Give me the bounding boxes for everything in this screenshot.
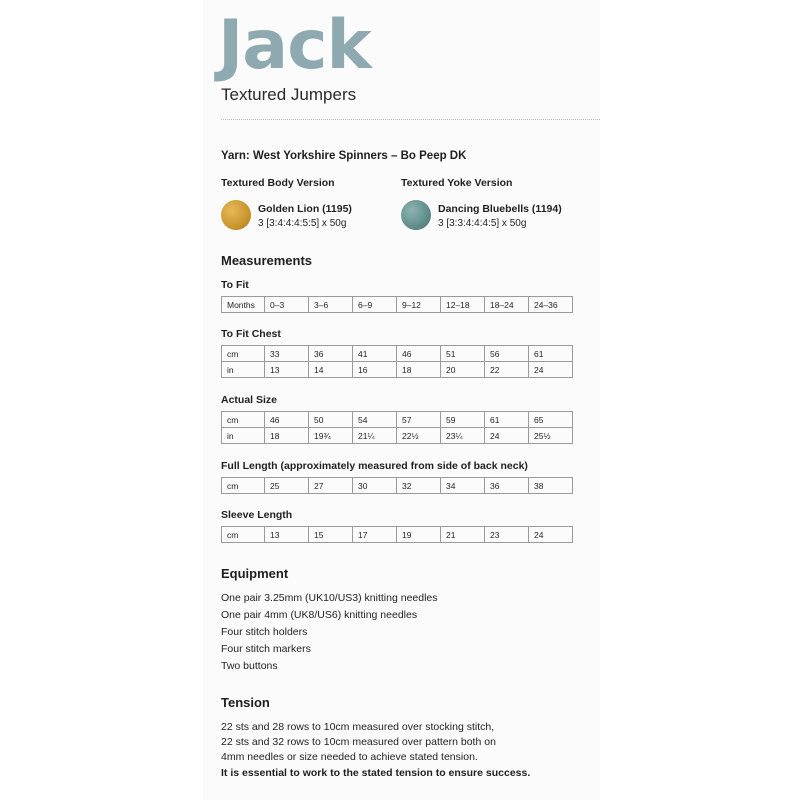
equipment-item: Two buttons: [221, 660, 278, 672]
golden-lion-swatch: [221, 200, 251, 230]
sleeve-length-heading: Sleeve Length: [221, 509, 293, 521]
pattern-title: Jack: [218, 6, 371, 85]
tension-line: 22 sts and 28 rows to 10cm measured over stocking stitch,: [221, 721, 495, 733]
row-label: cm: [222, 527, 265, 543]
table-cell: 25: [265, 478, 309, 494]
table-cell: 21¼: [353, 428, 397, 444]
sleeve-length-table: [221, 526, 573, 543]
equipment-item: One pair 3.25mm (UK10/US3) knitting needles: [221, 592, 438, 604]
table-cell: 27: [309, 478, 353, 494]
table-cell: 18–24: [485, 297, 529, 313]
table-cell: 51: [441, 346, 485, 362]
row-label: in: [222, 428, 265, 444]
table-cell: 18: [397, 362, 441, 378]
table-row: [222, 362, 573, 378]
golden-lion-quantity: 3 [3:4:4:4:5:5] x 50g: [258, 218, 347, 229]
table-cell: 15: [309, 527, 353, 543]
to-fit-heading: To Fit: [221, 279, 249, 291]
table-cell: 24–36: [529, 297, 573, 313]
table-cell: 33: [265, 346, 309, 362]
actual-size-table: [221, 411, 573, 444]
table-cell: 38: [529, 478, 573, 494]
table-cell: 41: [353, 346, 397, 362]
table-cell: 19¾: [309, 428, 353, 444]
equipment-heading: Equipment: [221, 566, 289, 581]
table-cell: 46: [265, 412, 309, 428]
table-cell: 56: [485, 346, 529, 362]
dancing-bluebells-quantity: 3 [3:3:4:4:4:5] x 50g: [438, 218, 527, 229]
tension-line: 4mm needles or size needed to achieve stated tension.: [221, 751, 478, 763]
pattern-subtitle: Textured Jumpers: [221, 85, 357, 104]
dancing-bluebells-swatch: [401, 200, 431, 230]
table-cell: 21: [441, 527, 485, 543]
table-cell: 54: [353, 412, 397, 428]
to-fit-table: [221, 296, 573, 313]
tension-heading: Tension: [221, 695, 270, 710]
table-cell: 34: [441, 478, 485, 494]
table-cell: 65: [529, 412, 573, 428]
row-label: in: [222, 362, 265, 378]
table-cell: 19: [397, 527, 441, 543]
table-row: [222, 346, 573, 362]
table-cell: 22½: [397, 428, 441, 444]
table-cell: 59: [441, 412, 485, 428]
table-row: [222, 412, 573, 428]
table-cell: 0–3: [265, 297, 309, 313]
table-cell: 17: [353, 527, 397, 543]
table-row: [222, 428, 573, 444]
golden-lion-name: Golden Lion (1195): [258, 203, 352, 215]
table-cell: 24: [529, 527, 573, 543]
table-cell: 13: [265, 527, 309, 543]
table-cell: 22: [485, 362, 529, 378]
row-label: cm: [222, 346, 265, 362]
table-cell: 18: [265, 428, 309, 444]
chest-heading: To Fit Chest: [221, 328, 281, 340]
table-cell: 6–9: [353, 297, 397, 313]
equipment-item: Four stitch markers: [221, 643, 311, 655]
equipment-item: One pair 4mm (UK8/US6) knitting needles: [221, 609, 418, 621]
table-cell: 23: [485, 527, 529, 543]
table-cell: 25½: [529, 428, 573, 444]
table-row: [222, 297, 573, 313]
table-cell: 9–12: [397, 297, 441, 313]
table-cell: 46: [397, 346, 441, 362]
full-length-table: [221, 477, 573, 494]
table-cell: 14: [309, 362, 353, 378]
table-cell: 50: [309, 412, 353, 428]
table-cell: 20: [441, 362, 485, 378]
row-label: cm: [222, 478, 265, 494]
table-cell: 13: [265, 362, 309, 378]
full-length-heading: Full Length (approximately measured from side of back neck): [221, 460, 528, 472]
body-version-label: Textured Body Version: [221, 177, 335, 189]
table-cell: 16: [353, 362, 397, 378]
table-cell: 24: [485, 428, 529, 444]
table-cell: 23¼: [441, 428, 485, 444]
measurements-heading: Measurements: [221, 253, 313, 268]
table-cell: 30: [353, 478, 397, 494]
row-label: cm: [222, 412, 265, 428]
table-row: [222, 478, 573, 494]
yoke-version-label: Textured Yoke Version: [401, 177, 513, 189]
table-cell: 24: [529, 362, 573, 378]
actual-size-heading: Actual Size: [221, 394, 278, 406]
table-cell: 61: [485, 412, 529, 428]
table-cell: 57: [397, 412, 441, 428]
divider: [221, 119, 600, 120]
table-cell: 12–18: [441, 297, 485, 313]
dancing-bluebells-name: Dancing Bluebells (1194): [438, 203, 562, 215]
table-cell: 32: [397, 478, 441, 494]
row-label: Months: [222, 297, 265, 313]
table-cell: 36: [309, 346, 353, 362]
tension-line: 22 sts and 32 rows to 10cm measured over pattern both on: [221, 736, 496, 748]
table-cell: 3–6: [309, 297, 353, 313]
equipment-item: Four stitch holders: [221, 626, 308, 638]
tension-note: It is essential to work to the stated tension to ensure success.: [221, 767, 531, 779]
table-cell: 36: [485, 478, 529, 494]
table-cell: 61: [529, 346, 573, 362]
table-row: [222, 527, 573, 543]
yarn-line: Yarn: West Yorkshire Spinners – Bo Peep DK: [221, 150, 467, 162]
chest-table: [221, 345, 573, 378]
